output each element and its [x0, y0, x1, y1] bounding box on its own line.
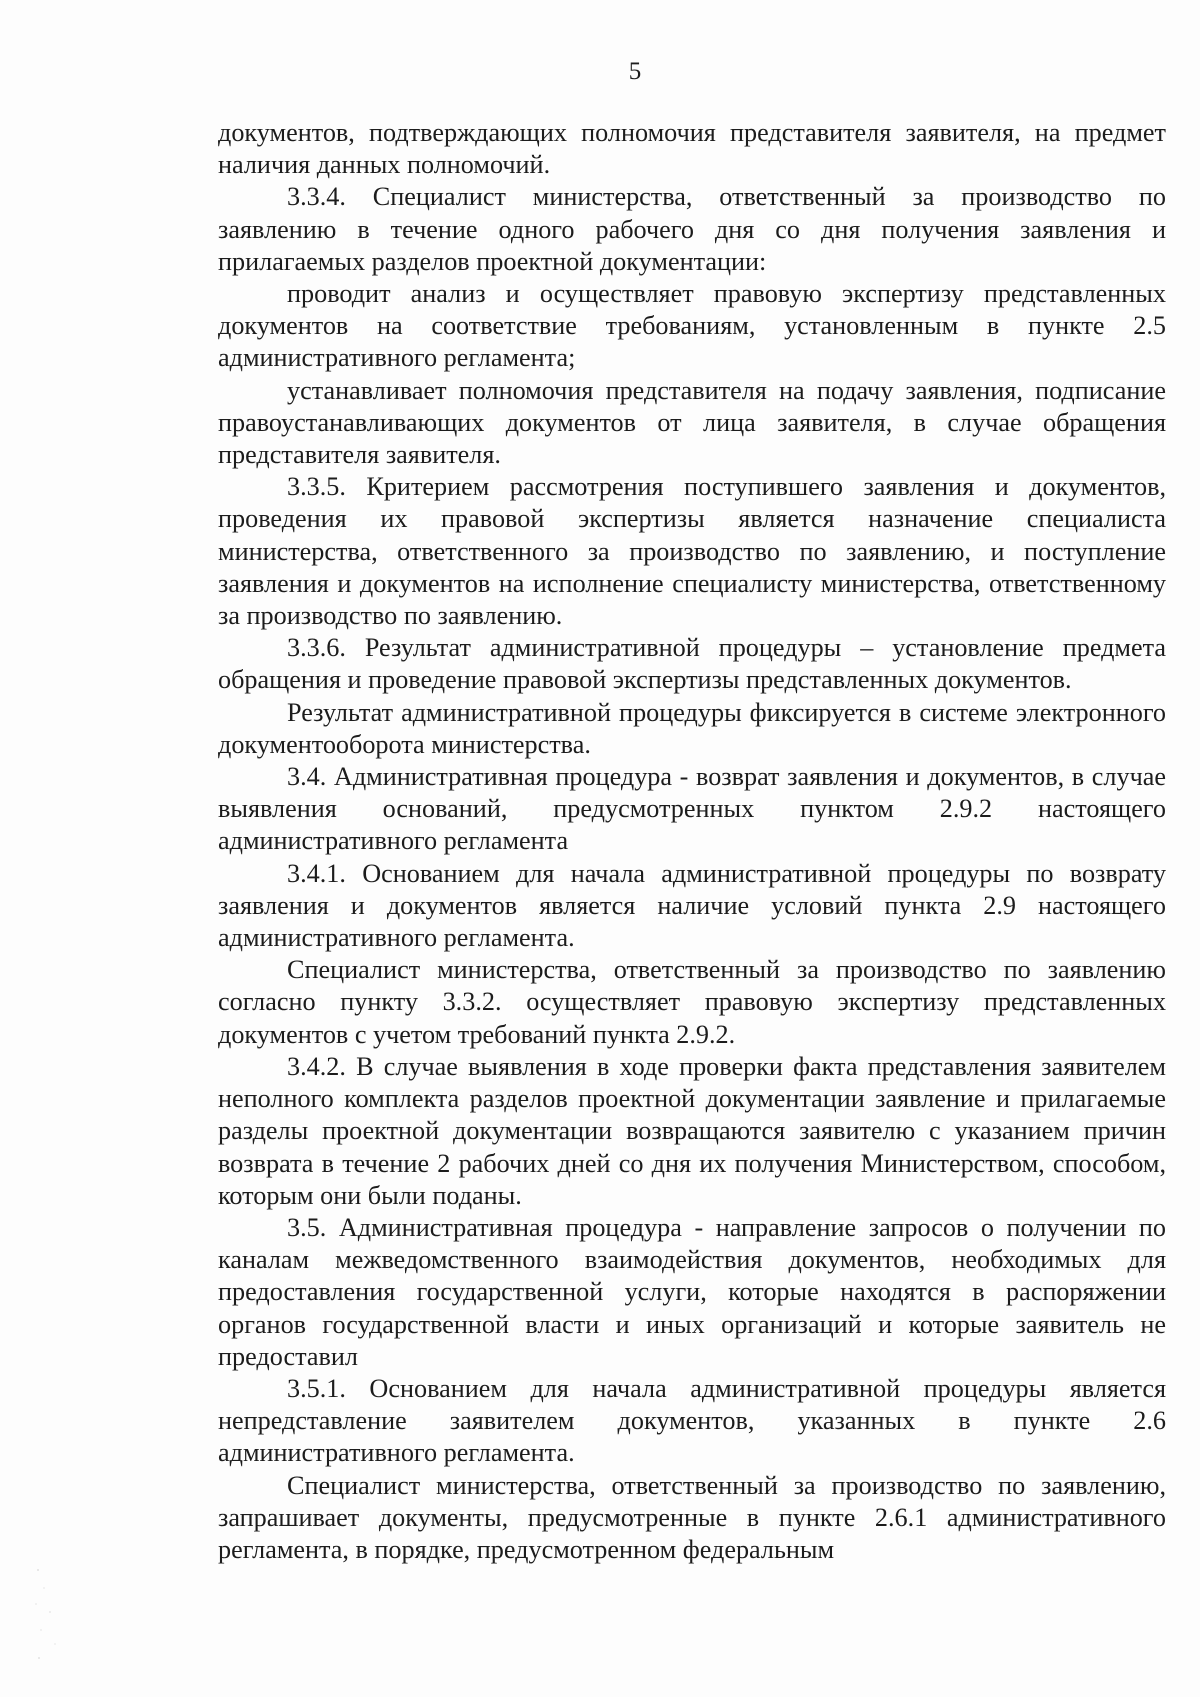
paragraph-3-5: 3.5. Административная процедура - направление запросов о получении по каналам межведомственного взаимодействия документов, необходимых для предоставления государственной услуги, которые находятся в распоряжении органов государственной власти и иных организаций и которые заявитель не предоставил	[218, 1212, 1166, 1371]
paragraph-specialist-requests: Специалист министерства, ответственный за производство по заявлению, запрашивает документы, предусмотренные в пункте 2.6.1 административного регламента, в порядке, предусмотренном федеральным	[218, 1470, 1166, 1564]
paragraph-specialist-review: Специалист министерства, ответственный за производство по заявлению согласно пункту 3.3.2. осуществляет правовую экспертизу представленных документов с учетом требований пункта 2.9.2.	[218, 955, 1166, 1049]
scan-noise-specks	[30, 1560, 90, 1680]
paragraph-3-4: 3.4. Административная процедура - возврат заявления и документов, в случае выявления оснований, предусмотренных пунктом 2.9.2 настоящего административного регламента	[218, 762, 1166, 856]
paragraph-3-4-2: 3.4.2. В случае выявления в ходе проверки факта представления заявителем неполного комплекта разделов проектной документации заявление и прилагаемые разделы проектной документации возвращаются заявителю с указанием причин возврата в течение 2 рабочих дней со дня их получения Министерством, способом, которым они были поданы.	[218, 1051, 1166, 1210]
paragraph-3-4-1: 3.4.1. Основанием для начала административной процедуры по возврату заявления и документов является наличие условий пункта 2.9 настоящего административного регламента.	[218, 858, 1166, 953]
paragraph-3-3-4: 3.3.4. Специалист министерства, ответственный за производство по заявлению в течение одного рабочего дня со дня получения заявления и прилагаемых разделов проектной документации:	[218, 182, 1166, 276]
paragraph-3-3-6: 3.3.6. Результат административной процедуры – установление предмета обращения и проведение правовой экспертизы представленных документов.	[218, 633, 1166, 695]
paragraph-3-5-1: 3.5.1. Основанием для начала административной процедуры является непредставление заявителем документов, указанных в пункте 2.6 административного регламента.	[218, 1373, 1166, 1468]
paragraph-result-recorded: Результат административной процедуры фиксируется в системе электронного документооборота министерства.	[218, 697, 1166, 759]
paragraph-continuation: документов, подтверждающих полномочия представителя заявителя, на предмет наличия данных полномочий.	[218, 118, 1166, 180]
paragraph-analysis: проводит анализ и осуществляет правовую экспертизу представленных документов на соответствие требованиям, установленным в пункте 2.5 административного регламента;	[218, 279, 1166, 373]
paragraph-3-3-5: 3.3.5. Критерием рассмотрения поступившего заявления и документов, проведения их правовой экспертизы является назначение специалиста министерства, ответственного за производство по заявлению, и поступление заявления и документов на исполнение специалисту министерства, ответственному за производство по заявлению.	[218, 472, 1166, 631]
page-number: 5	[628, 58, 642, 85]
paragraph-authority: устанавливает полномочия представителя на подачу заявления, подписание правоустанавливающих документов от лица заявителя, в случае обращения представителя заявителя.	[218, 375, 1166, 470]
document-body	[218, 117, 1166, 1566]
